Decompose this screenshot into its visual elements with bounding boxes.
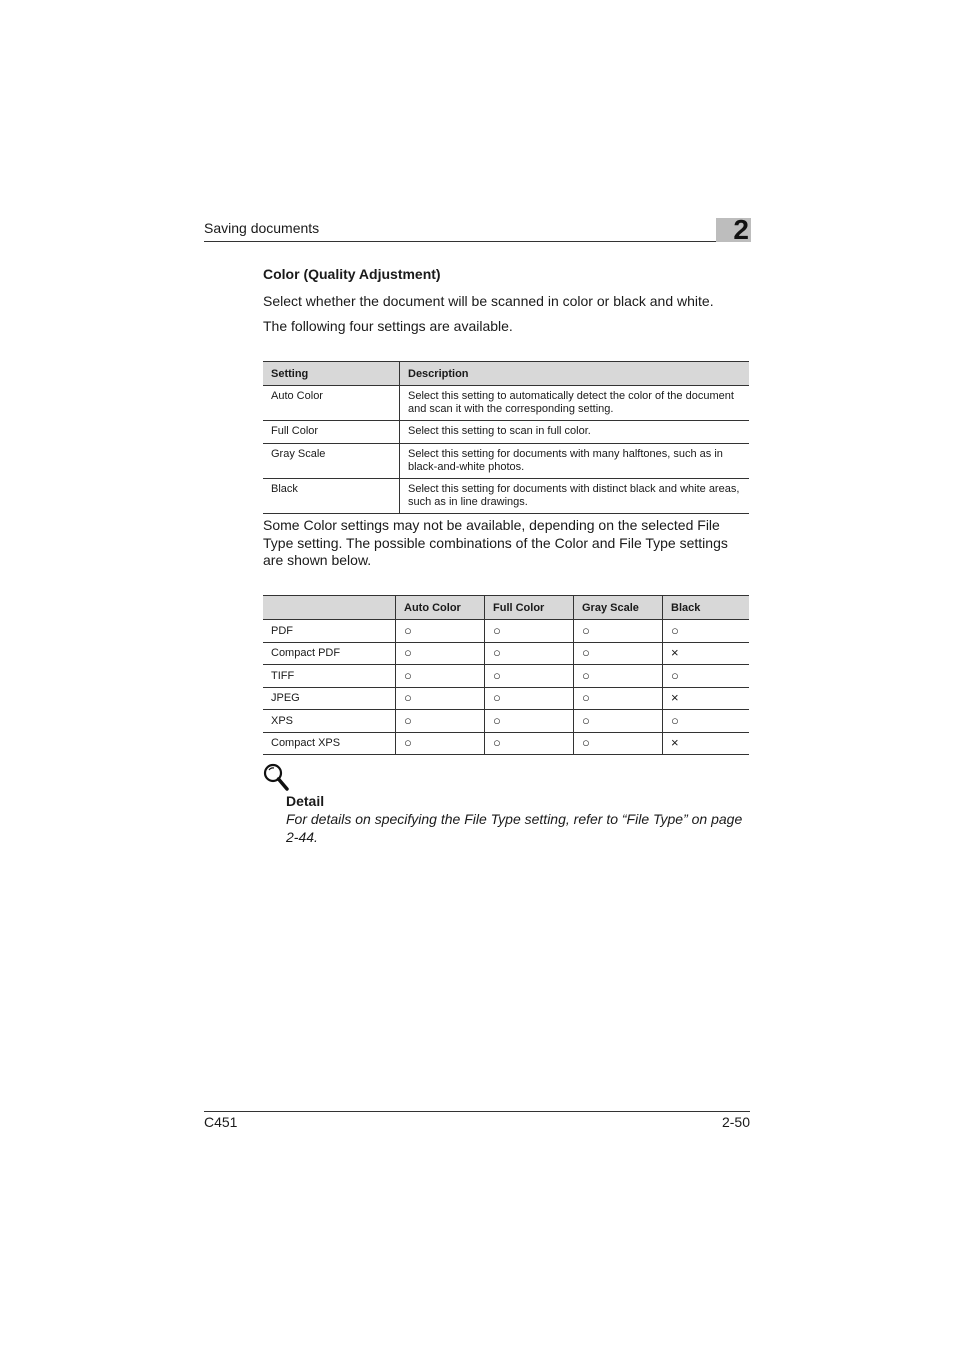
availability-symbol: ○: [493, 690, 501, 706]
table-row: [263, 421, 749, 444]
table-header-row: [263, 362, 749, 386]
file-type-name: PDF: [263, 620, 396, 643]
availability-mark: [485, 732, 574, 755]
setting-name: Black: [263, 479, 400, 514]
file-type-name: Compact PDF: [263, 642, 396, 665]
availability-mark: [396, 642, 485, 665]
table-row: [263, 386, 749, 421]
availability-symbol: ○: [582, 735, 590, 751]
availability-symbol: ○: [582, 690, 590, 706]
column-header-file-type: [263, 596, 396, 620]
availability-mark: [574, 732, 663, 755]
column-header-auto-color: Auto Color: [396, 596, 485, 620]
detail-text: For details on specifying the File Type setting, refer to “File Type” on page 2-44.: [286, 811, 743, 845]
availability-symbol: ○: [493, 712, 501, 728]
column-header-setting: Setting: [263, 362, 400, 386]
setting-name: Gray Scale: [263, 444, 400, 479]
availability-mark: [663, 665, 750, 688]
file-type-name: JPEG: [263, 687, 396, 710]
availability-symbol: ○: [493, 735, 501, 751]
footer-model: C451: [204, 1114, 238, 1130]
file-type-name: TIFF: [263, 665, 396, 688]
setting-description: Select this setting to automatically detect the color of the document and scan it with the corresponding setting.: [400, 386, 750, 421]
settings-table: [263, 361, 749, 514]
intro-paragraph-2: The following four settings are available.: [263, 318, 513, 334]
footer-rule: [204, 1111, 750, 1112]
availability-mark: [663, 687, 750, 710]
column-header-full-color: Full Color: [485, 596, 574, 620]
availability-symbol: ○: [404, 645, 412, 661]
magnifier-icon: [263, 763, 289, 791]
availability-symbol: ×: [671, 645, 679, 661]
availability-symbol: ○: [582, 645, 590, 661]
availability-mark: [485, 620, 574, 643]
table-row: [263, 687, 749, 710]
availability-symbol: ○: [404, 690, 412, 706]
availability-mark: [663, 620, 750, 643]
running-header: Saving documents: [204, 220, 320, 236]
availability-symbol: ○: [671, 712, 679, 728]
column-header-gray-scale: Gray Scale: [574, 596, 663, 620]
detail-title: Detail: [286, 793, 325, 809]
section-title: Color (Quality Adjustment): [263, 266, 441, 282]
availability-mark: [485, 665, 574, 688]
setting-name: Auto Color: [263, 386, 400, 421]
chapter-number: 2: [733, 214, 749, 245]
availability-mark: [574, 665, 663, 688]
setting-description: Select this setting to scan in full color.: [400, 421, 750, 444]
availability-mark: [663, 710, 750, 733]
column-header-description: Description: [400, 362, 750, 386]
file-type-name: Compact XPS: [263, 732, 396, 755]
availability-symbol: ×: [671, 735, 679, 751]
availability-symbol: ○: [493, 667, 501, 683]
availability-mark: [663, 732, 750, 755]
chapter-badge: [716, 214, 751, 245]
availability-symbol: ○: [493, 645, 501, 661]
availability-mark: [396, 710, 485, 733]
table-row: [263, 642, 749, 665]
availability-mark: [485, 687, 574, 710]
setting-name: Full Color: [263, 421, 400, 444]
availability-symbol: ○: [582, 622, 590, 638]
availability-symbol: ○: [493, 622, 501, 638]
combination-table: [263, 595, 749, 755]
availability-mark: [574, 710, 663, 733]
availability-mark: [574, 687, 663, 710]
availability-mark: [574, 620, 663, 643]
table-row: [263, 665, 749, 688]
availability-symbol: ○: [671, 667, 679, 683]
table-header-row: [263, 596, 749, 620]
availability-symbol: ○: [582, 667, 590, 683]
table-row: [263, 444, 749, 479]
availability-symbol: ○: [582, 712, 590, 728]
table-row: [263, 620, 749, 643]
setting-description: Select this setting for documents with many halftones, such as in black-and-white photos.: [400, 444, 750, 479]
availability-mark: [396, 687, 485, 710]
availability-mark: [396, 620, 485, 643]
availability-symbol: ○: [404, 712, 412, 728]
availability-symbol: ○: [404, 735, 412, 751]
availability-symbol: ○: [404, 622, 412, 638]
table-row: [263, 732, 749, 755]
table-row: [263, 710, 749, 733]
table-row: [263, 479, 749, 514]
intro-paragraph-1: Select whether the document will be scanned in color or black and white.: [263, 293, 714, 309]
footer-page-number: 2-50: [721, 1114, 750, 1130]
availability-mark: [485, 642, 574, 665]
availability-symbol: ○: [671, 622, 679, 638]
availability-mark: [574, 642, 663, 665]
availability-mark: [485, 710, 574, 733]
availability-symbol: ○: [404, 667, 412, 683]
file-type-name: XPS: [263, 710, 396, 733]
availability-mark: [396, 665, 485, 688]
column-header-black: Black: [663, 596, 750, 620]
availability-mark: [396, 732, 485, 755]
availability-symbol: ×: [671, 690, 679, 706]
setting-description: Select this setting for documents with distinct black and white areas, such as in line drawings.: [400, 479, 750, 514]
combination-note: Some Color settings may not be available, depending on the selected File Type setting. The possible combinations of the Color and File Type settings are shown below.: [263, 517, 728, 568]
availability-mark: [663, 642, 750, 665]
header-rule: [204, 241, 750, 242]
